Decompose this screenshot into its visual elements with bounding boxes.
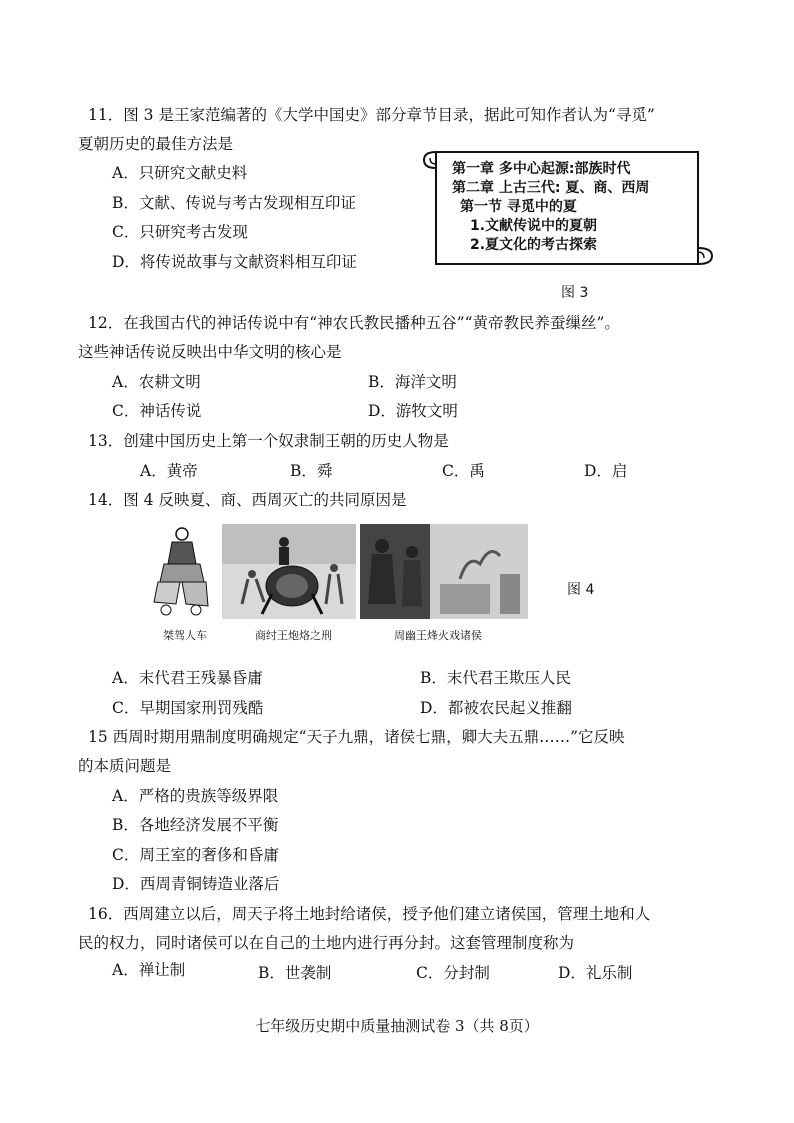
q11-option-b: B．文献、传说与考古发现相互印证 xyxy=(112,194,356,212)
q14-option-d: D．都被农民起义推翻 xyxy=(420,699,572,717)
figure-3-scroll xyxy=(420,146,716,272)
q15-stem-line1: 15 西周时期用鼎制度明确规定“天子九鼎，诸侯七鼎，卿大夫五鼎……”它反映 xyxy=(88,728,625,746)
image-caption-you: 周幽王烽火戏诸侯 xyxy=(394,629,482,642)
q13-option-b: B．舜 xyxy=(290,462,333,480)
toc-line: 第二章 上古三代: 夏、商、西周 xyxy=(452,180,650,196)
figure-3-caption: 图 3 xyxy=(561,285,589,301)
image-caption-zhou: 商纣王炮烙之刑 xyxy=(255,629,332,642)
q15-option-b: B．各地经济发展不平衡 xyxy=(112,816,279,834)
q16-option-b: B．世袭制 xyxy=(258,964,332,982)
q15-stem-line2: 的本质问题是 xyxy=(78,757,172,775)
q12-option-a: A．农耕文明 xyxy=(112,373,201,391)
figure-4-caption: 图 4 xyxy=(567,582,595,598)
toc-line: 2.夏文化的考古探索 xyxy=(470,237,598,253)
q13-stem: 13．创建中国历史上第一个奴隶制王朝的历史人物是 xyxy=(88,432,449,450)
q14-option-a: A．末代君王残暴昏庸 xyxy=(112,669,263,687)
paoluo-punishment-illustration xyxy=(222,524,356,619)
q14-option-c: C．早期国家刑罚残酷 xyxy=(112,699,264,717)
q12-stem-line2: 这些神话传说反映出中华文明的核心是 xyxy=(78,343,342,361)
toc-line: 1.文献传说中的夏朝 xyxy=(470,218,598,234)
q11-option-a: A．只研究文献史料 xyxy=(112,164,248,182)
q12-option-d: D．游牧文明 xyxy=(368,402,458,420)
q15-option-d: D．西周青铜铸造业落后 xyxy=(112,875,280,893)
q16-option-d: D．礼乐制 xyxy=(558,964,633,982)
q12-option-c: C．神话传说 xyxy=(112,402,202,420)
toc-line: 第一节 寻觅中的夏 xyxy=(460,199,577,215)
toc-line: 第一章 多中心起源:部族时代 xyxy=(452,161,631,177)
q14-option-b: B．末代君王欺压人民 xyxy=(420,669,571,687)
q12-stem-line1: 12．在我国古代的神话传说中有“神农氏教民播种五谷”“黄帝教民养蚕缫丝”。 xyxy=(88,314,620,332)
q13-option-c: C．禹 xyxy=(442,462,485,480)
q11-stem-line2: 夏朝历史的最佳方法是 xyxy=(78,135,234,153)
q16-option-a: A．禅让制 xyxy=(112,961,186,979)
jie-chariot-illustration xyxy=(150,524,212,619)
image-caption-jie: 桀驾人车 xyxy=(163,629,207,642)
beacon-fire-illustration xyxy=(360,524,528,619)
page-footer: 七年级历史期中质量抽测试卷 3（共 8页） xyxy=(255,1017,539,1035)
q13-option-a: A．黄帝 xyxy=(140,462,198,480)
q13-option-d: D．启 xyxy=(584,462,628,480)
figure-3-text xyxy=(452,160,649,255)
q11-option-d: D．将传说故事与文献资料相互印证 xyxy=(112,253,357,271)
q11-option-c: C．只研究考古发现 xyxy=(112,223,248,241)
q15-option-a: A．严格的贵族等级界限 xyxy=(112,787,279,805)
q12-option-b: B．海洋文明 xyxy=(368,373,457,391)
q16-option-c: C．分封制 xyxy=(416,964,490,982)
q14-stem: 14．图 4 反映夏、商、西周灭亡的共同原因是 xyxy=(88,491,407,509)
q16-stem-line2: 民的权力，同时诸侯可以在自己的土地内进行再分封。这套管理制度称为 xyxy=(78,934,575,952)
q16-stem-line1: 16．西周建立以后，周天子将土地封给诸侯，授予他们建立诸侯国，管理土地和人 xyxy=(88,905,651,923)
q15-option-c: C．周王室的奢侈和昏庸 xyxy=(112,846,279,864)
q11-stem-line1: 11．图 3 是王家范编著的《大学中国史》部分章节目录，据此可知作者认为“寻觅” xyxy=(88,106,655,124)
